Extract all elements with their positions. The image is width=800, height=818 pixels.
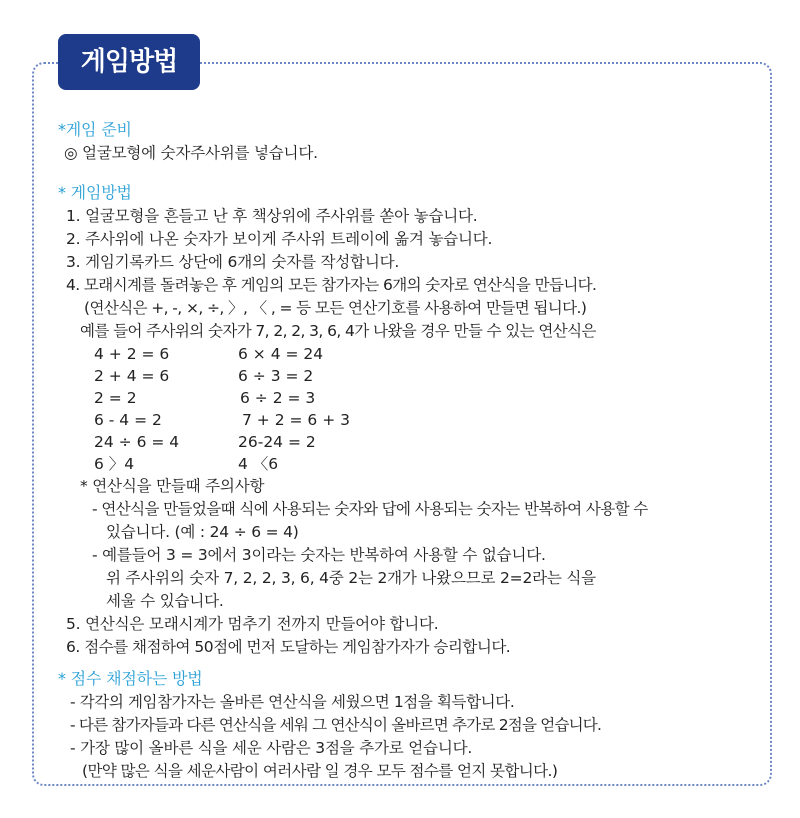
example-left: 2 + 4 = 6 <box>94 367 170 385</box>
scoring-line: - 가장 많이 올바른 식을 세운 사람은 3점을 추가로 얻습니다. <box>70 739 473 757</box>
example-left: 4 + 2 = 6 <box>94 345 170 363</box>
example-right: 6 ÷ 3 = 2 <box>238 367 314 385</box>
example-right: 6 × 4 = 24 <box>238 345 324 363</box>
method-step: 5. 연산식은 모래시계가 멈추기 전까지 만들어야 합니다. <box>66 615 439 633</box>
page-title: 게임방법 <box>58 34 200 90</box>
prep-text: ◎ 얼굴모형에 숫자주사위를 넣습니다. <box>64 144 318 162</box>
caution-line: - 예를들어 3 = 3에서 3이라는 숫자는 반복하여 사용할 수 없습니다. <box>92 546 546 564</box>
caution-line: 세울 수 있습니다. <box>106 592 224 610</box>
method-step: 1. 얼굴모형을 흔들고 난 후 책상위에 주사위를 쏟아 놓습니다. <box>66 207 478 225</box>
scoring-line: (만약 많은 식을 세운사람이 여러사람 일 경우 모두 점수를 얻지 못합니다.) <box>82 762 558 780</box>
example-left: 6 〉4 <box>94 455 135 473</box>
caution-line: 위 주사위의 숫자 7, 2, 2, 3, 6, 4중 2는 2개가 나왔으므로 2=2라는 식을 <box>106 569 596 587</box>
method-step: 2. 주사위에 나온 숫자가 보이게 주사위 트레이에 옮겨 놓습니다. <box>66 230 493 248</box>
prep-heading: *게임 준비 <box>58 120 132 139</box>
example-left: 2 = 2 <box>94 389 137 407</box>
example-right: 26-24 = 2 <box>238 433 316 451</box>
method-example-intro: 예를 들어 주사위의 숫자가 7, 2, 2, 3, 6, 4가 나왔을 경우 만들 수 있는 연산식은 <box>80 322 596 340</box>
caution-heading: * 연산식을 만들때 주의사항 <box>80 477 265 495</box>
scoring-line: - 각각의 게임참가자는 올바른 연산식을 세웠으면 1점을 획득합니다. <box>70 693 515 711</box>
method-step: 6. 점수를 채점하여 50점에 먼저 도달하는 게임참가자가 승리합니다. <box>66 638 511 656</box>
example-left: 24 ÷ 6 = 4 <box>94 433 180 451</box>
method-step: 3. 게임기록카드 상단에 6개의 숫자를 작성합니다. <box>66 253 400 271</box>
example-left: 6 - 4 = 2 <box>94 411 162 429</box>
example-right: 6 ÷ 2 = 3 <box>240 389 316 407</box>
caution-line: 있습니다. (예 : 24 ÷ 6 = 4) <box>106 523 299 541</box>
scoring-heading: * 점수 채점하는 방법 <box>58 669 203 688</box>
method-heading: * 게임방법 <box>58 183 132 202</box>
method-note: (연산식은 +, -, ×, ÷, 〉, 〈 , = 등 모든 연산기호를 사용하여 만들면 됩니다.) <box>84 299 587 317</box>
caution-line: - 연산식을 만들었을때 식에 사용되는 숫자와 답에 사용되는 숫자는 반복하여 사용할 수 <box>92 500 648 518</box>
example-right: 4 〈6 <box>238 455 279 473</box>
scoring-line: - 다른 참가자들과 다른 연산식을 세워 그 연산식이 올바르면 추가로 2점을 얻습니다. <box>70 716 602 734</box>
example-right: 7 + 2 = 6 + 3 <box>242 411 350 429</box>
method-step: 4. 모래시계를 돌려놓은 후 게임의 모든 참가자는 6개의 숫자로 연산식을 만듭니다. <box>66 276 597 294</box>
